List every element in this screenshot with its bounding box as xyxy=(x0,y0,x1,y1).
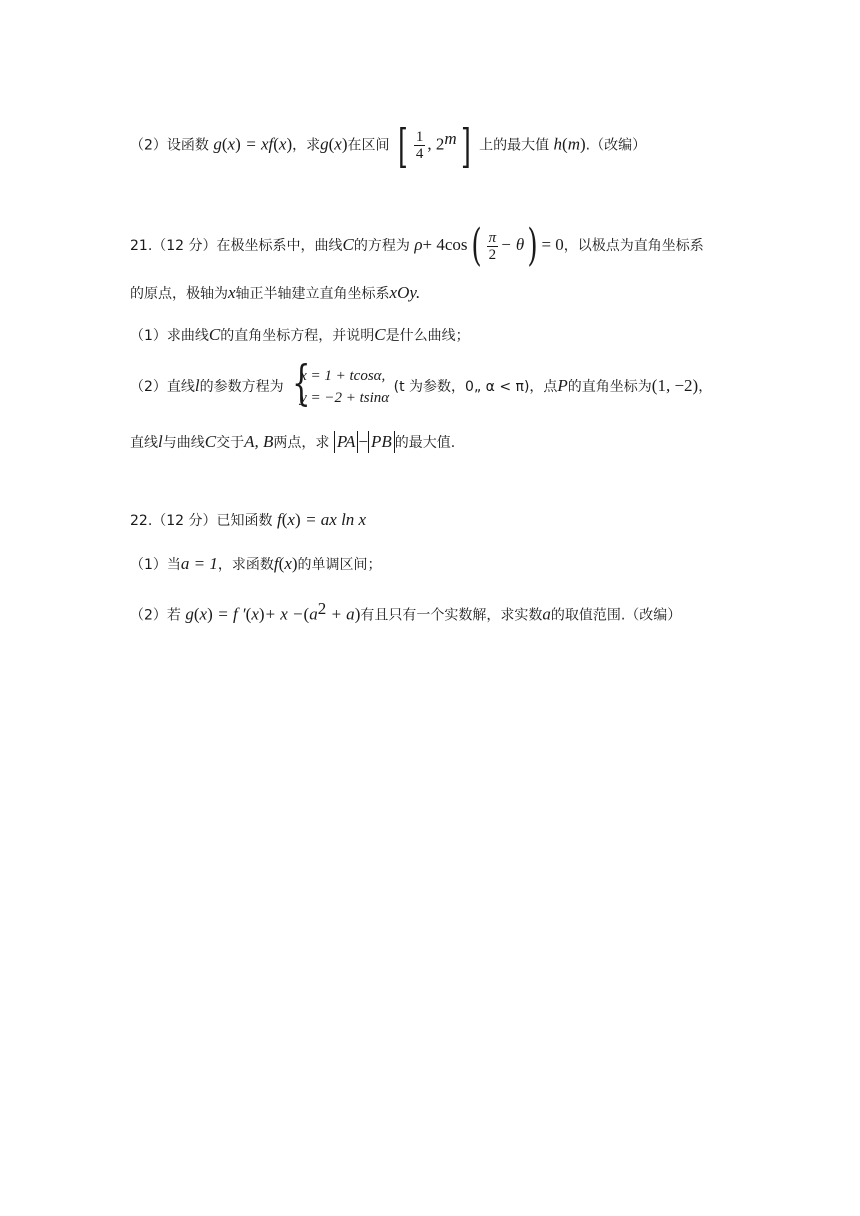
q22-title: 22.（12 分）已知函数 f(x) = ax ln x xyxy=(130,510,367,529)
q21-part2-cont: 直线l与曲线C交于A, B两点，求 PA − PB 的最大值. xyxy=(130,432,456,451)
q21-title: 21.（12 分）在极坐标系中，曲线C的方程为 ρ+ 4cos( $\frac{\pi}{2}$ − θ) = 0，以极点为直角坐标系 xyxy=(130,220,704,271)
q20-part2-label: （2）设函数 xyxy=(130,137,209,154)
q21-line2: 的原点，极轴为x轴正半轴建立直角坐标系xOy. xyxy=(130,283,421,302)
q21-part1: （1）求曲线C的直角坐标方程，并说明C是什么曲线； xyxy=(130,325,470,344)
q22-part1: （1）当a = 1，求函数f(x)的单调区间； xyxy=(130,554,382,573)
parametric-system: { x = 1 + tcosα, y = −2 + tsinα xyxy=(292,355,390,411)
q21-fraction: $\frac{\pi}{2}$ xyxy=(488,229,497,263)
q20-part2: （2）设函数 g(x) = xf(x)，求g(x)在区间 [ $\frac{1}{4}$ , 2$^m$] 上的最大值 h(m).（改编） xyxy=(130,118,647,173)
q20-fraction: $\frac{1}{4}$ xyxy=(415,129,424,163)
q22-part2: （2）若 g(x) = f $'(x)+ x -(a^2 + a)$有且只有一个实数解，求实数a的取值范围.（改编） xyxy=(130,599,682,624)
q21-part2: （2）直线l的参数方程为 { x = 1 + tcosα, y = −2 + tsinα (t 为参数，0„ α < π)，点P的直角坐标为(1, −2)， xyxy=(130,355,713,411)
